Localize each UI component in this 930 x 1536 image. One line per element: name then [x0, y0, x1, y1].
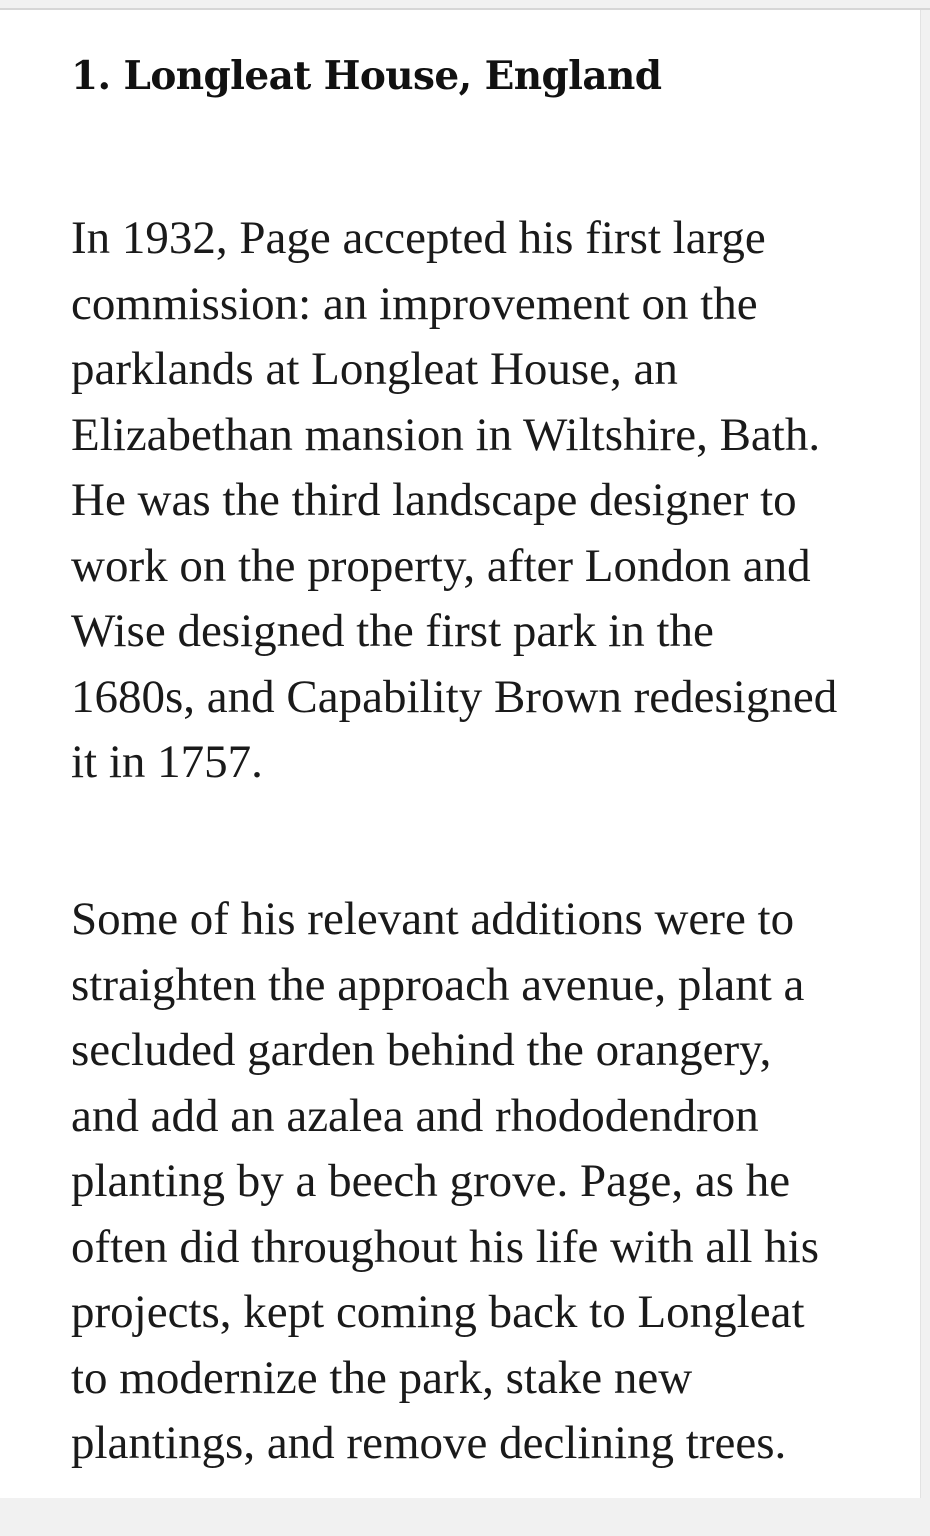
paragraph-line: Wise designed the first park in the	[71, 605, 714, 657]
paragraph-line: to modernize the park, stake new	[71, 1351, 693, 1404]
paragraph-line: 1680s, and Capability Brown redesigned	[71, 670, 838, 723]
paragraph-line: projects, kept coming back to Longleat	[71, 1286, 805, 1338]
paragraph-1	[71, 206, 837, 796]
paragraph-2	[71, 887, 819, 1477]
paragraph-line: plantings, and remove declining trees.	[71, 1417, 787, 1469]
paragraph-line: and add an azalea and rhododendron	[71, 1089, 759, 1142]
paragraph-line: Elizabethan mansion in Wiltshire, Bath.	[71, 408, 821, 461]
section-heading: 1. Longleat House, England	[71, 53, 662, 99]
paragraph-line: planting by a beech grove. Page, as he	[71, 1155, 791, 1207]
paragraph-line: often did throughout his life with all his	[71, 1220, 820, 1273]
paragraph-line: In 1932, Page accepted his first large	[71, 212, 766, 264]
paragraph-line: commission: an improvement on the	[71, 277, 758, 330]
paragraph-line: Some of his relevant additions were to	[71, 893, 795, 945]
paragraph-line: it in 1757.	[71, 736, 263, 788]
paragraph-line: work on the property, after London and	[71, 539, 811, 592]
paragraph-line: He was the third landscape designer to	[71, 474, 797, 526]
paragraph-line: parklands at Longleat House, an	[71, 343, 678, 395]
paragraph-line: secluded garden behind the orangery,	[71, 1024, 772, 1076]
article-card	[0, 10, 921, 1498]
paragraph-line: straighten the approach avenue, plant a	[71, 958, 805, 1011]
